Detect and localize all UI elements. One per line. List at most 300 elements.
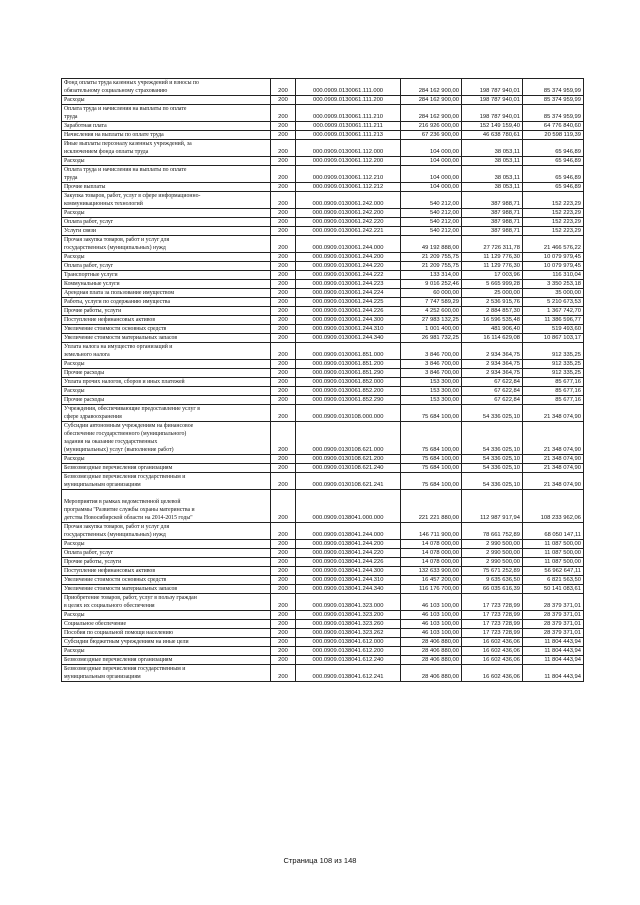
row-name-line: государственных (муниципальных) нужд <box>64 532 166 538</box>
row-name-cell <box>62 343 271 360</box>
row-code-cell: 200 <box>271 227 296 236</box>
table-row <box>62 227 584 236</box>
table-row <box>62 656 584 665</box>
table-row <box>62 611 584 620</box>
row-name-cell <box>62 192 271 209</box>
row-executed-cell: 11 129 776,30 <box>462 253 523 262</box>
row-name-line: Иные выплаты персоналу казенных учреждений, за <box>64 141 192 147</box>
row-kbk-cell: 000.0909.0130108.621.000 <box>296 422 401 455</box>
row-executed-cell: 481 906,40 <box>462 325 523 334</box>
row-name-line: муниципальным организациям <box>64 674 141 680</box>
row-kbk-cell: 000.0909.0130061.244.224 <box>296 289 401 298</box>
row-kbk-cell: 000.0909.0130061.111.211 <box>296 122 401 131</box>
row-code-cell: 200 <box>271 79 296 96</box>
row-remaining-cell: 65 946,89 <box>523 140 584 157</box>
row-name-line: Уплата налога на имущество организаций и <box>64 344 173 350</box>
row-kbk-cell: 000.0909.0130061.242.000 <box>296 192 401 209</box>
row-remaining-cell: 5 210 673,53 <box>523 298 584 307</box>
row-name-cell <box>62 629 271 638</box>
row-approved-cell: 28 406 880,00 <box>401 638 462 647</box>
row-kbk-cell: 000.0909.0130061.244.300 <box>296 316 401 325</box>
row-code-cell: 200 <box>271 166 296 183</box>
row-name-cell <box>62 378 271 387</box>
row-executed-cell: 25 000,00 <box>462 289 523 298</box>
row-name-cell <box>62 656 271 665</box>
row-remaining-cell: 21 348 074,90 <box>523 422 584 455</box>
row-approved-cell: 21 209 755,75 <box>401 253 462 262</box>
row-kbk-cell: 000.0909.0138041.244.340 <box>296 585 401 594</box>
row-executed-cell: 17 003,96 <box>462 271 523 280</box>
table-row <box>62 307 584 316</box>
table-row <box>62 567 584 576</box>
row-approved-cell: 46 103 100,00 <box>401 620 462 629</box>
row-executed-cell: 112 987 917,94 <box>462 490 523 523</box>
row-approved-cell: 216 926 000,00 <box>401 122 462 131</box>
row-remaining-cell: 912 335,25 <box>523 360 584 369</box>
row-code-cell: 200 <box>271 105 296 122</box>
row-name-cell <box>62 422 271 455</box>
row-code-cell: 200 <box>271 140 296 157</box>
row-remaining-cell: 11 804 443,94 <box>523 665 584 682</box>
row-code-cell: 200 <box>271 523 296 540</box>
row-code-cell: 200 <box>271 638 296 647</box>
row-kbk-cell: 000.0909.0138041.244.310 <box>296 576 401 585</box>
row-name-line: Прочие работы, услуги <box>64 308 122 314</box>
row-name-line: Безвозмездные перечисления государственным и <box>64 666 186 672</box>
table-row <box>62 422 584 455</box>
table-row <box>62 343 584 360</box>
row-name-line: Расходы <box>64 456 85 462</box>
row-remaining-cell: 64 776 840,60 <box>523 122 584 131</box>
row-executed-cell: 2 934 364,75 <box>462 369 523 378</box>
row-kbk-cell: 000.0909.0138041.244.300 <box>296 567 401 576</box>
table-row <box>62 325 584 334</box>
row-kbk-cell: 000.0909.0130061.111.210 <box>296 105 401 122</box>
row-remaining-cell: 6 821 563,50 <box>523 576 584 585</box>
row-name-cell <box>62 549 271 558</box>
row-name-cell <box>62 140 271 157</box>
row-remaining-cell: 85 374 959,99 <box>523 105 584 122</box>
row-remaining-cell: 65 946,89 <box>523 183 584 192</box>
row-remaining-cell: 1 367 742,70 <box>523 307 584 316</box>
row-name-line: государственных (муниципальных) нужд <box>64 245 166 251</box>
row-executed-cell: 54 336 025,10 <box>462 455 523 464</box>
row-name-line <box>64 490 268 498</box>
row-remaining-cell: 28 379 371,01 <box>523 611 584 620</box>
row-remaining-cell: 11 087 500,00 <box>523 558 584 567</box>
row-remaining-cell: 85 374 959,99 <box>523 96 584 105</box>
row-kbk-cell: 000.0909.0138041.612.200 <box>296 647 401 656</box>
row-name-line: Прочие расходы <box>64 397 105 403</box>
row-kbk-cell: 000.0909.0130061.112.000 <box>296 140 401 157</box>
row-kbk-cell: 000.0909.0130061.244.310 <box>296 325 401 334</box>
row-code-cell: 200 <box>271 422 296 455</box>
row-kbk-cell: 000.0909.0138041.323.260 <box>296 620 401 629</box>
row-code-cell: 200 <box>271 594 296 611</box>
row-code-cell: 200 <box>271 131 296 140</box>
row-kbk-cell: 000.0909.0130108.621.240 <box>296 464 401 473</box>
row-code-cell: 200 <box>271 316 296 325</box>
row-name-line: задания на оказание государственных <box>64 439 158 445</box>
row-approved-cell: 104 000,00 <box>401 157 462 166</box>
row-approved-cell: 153 300,00 <box>401 378 462 387</box>
row-name-line: Расходы <box>64 158 85 164</box>
row-code-cell: 200 <box>271 369 296 378</box>
row-code-cell: 200 <box>271 629 296 638</box>
row-kbk-cell: 000.0909.0130108.000.000 <box>296 405 401 422</box>
row-name-line: Увеличение стоимости основных средств <box>64 326 167 332</box>
row-code-cell: 200 <box>271 262 296 271</box>
row-remaining-cell: 56 962 647,11 <box>523 567 584 576</box>
row-executed-cell: 54 336 025,10 <box>462 405 523 422</box>
row-kbk-cell: 000.0909.0138041.244.200 <box>296 540 401 549</box>
row-name-cell <box>62 298 271 307</box>
row-name-line: Расходы <box>64 648 85 654</box>
table-row <box>62 289 584 298</box>
row-name-cell <box>62 227 271 236</box>
row-remaining-cell: 11 804 443,94 <box>523 647 584 656</box>
row-approved-cell: 284 162 900,00 <box>401 105 462 122</box>
row-remaining-cell: 11 804 443,94 <box>523 656 584 665</box>
row-name-line: коммуникационных технологий <box>64 201 143 207</box>
row-name-cell <box>62 387 271 396</box>
row-approved-cell: 21 209 755,75 <box>401 262 462 271</box>
table-row <box>62 523 584 540</box>
row-code-cell: 200 <box>271 665 296 682</box>
row-kbk-cell: 000.0909.0130108.621.200 <box>296 455 401 464</box>
table-row <box>62 166 584 183</box>
row-name-line: Субсидии бюджетным учреждениям на иные цели <box>64 639 189 645</box>
row-name-cell <box>62 131 271 140</box>
table-row <box>62 360 584 369</box>
row-code-cell: 200 <box>271 567 296 576</box>
row-code-cell: 200 <box>271 218 296 227</box>
row-remaining-cell: 21 348 074,90 <box>523 473 584 490</box>
row-remaining-cell: 519 493,60 <box>523 325 584 334</box>
row-name-cell <box>62 280 271 289</box>
table-row <box>62 334 584 343</box>
row-executed-cell: 66 035 616,39 <box>462 585 523 594</box>
row-name-line: Социальное обеспечение <box>64 621 127 627</box>
row-remaining-cell: 10 867 103,17 <box>523 334 584 343</box>
row-remaining-cell: 152 223,29 <box>523 218 584 227</box>
row-code-cell: 200 <box>271 473 296 490</box>
table-row <box>62 405 584 422</box>
table-row <box>62 369 584 378</box>
row-executed-cell: 2 884 857,30 <box>462 307 523 316</box>
row-name-cell <box>62 665 271 682</box>
row-executed-cell: 67 622,84 <box>462 378 523 387</box>
table-row <box>62 253 584 262</box>
row-executed-cell: 2 990 500,00 <box>462 540 523 549</box>
row-approved-cell: 9 016 252,46 <box>401 280 462 289</box>
row-code-cell: 200 <box>271 307 296 316</box>
row-approved-cell: 3 846 700,00 <box>401 360 462 369</box>
row-remaining-cell: 116 310,04 <box>523 271 584 280</box>
row-approved-cell: 104 000,00 <box>401 183 462 192</box>
row-name-line: Приобретение товаров, работ, услуг в пользу граждан <box>64 595 197 601</box>
table-row <box>62 378 584 387</box>
row-name-line: сфере здравоохранения <box>64 414 122 420</box>
row-executed-cell: 67 622,84 <box>462 396 523 405</box>
row-remaining-cell: 65 946,89 <box>523 166 584 183</box>
table-row <box>62 647 584 656</box>
row-code-cell: 200 <box>271 325 296 334</box>
table-row <box>62 298 584 307</box>
table-row <box>62 192 584 209</box>
row-kbk-cell: 000.0909.0130061.244.223 <box>296 280 401 289</box>
row-code-cell: 200 <box>271 490 296 523</box>
row-name-line: Начисления на выплаты по оплате труда <box>64 132 164 138</box>
table-row <box>62 387 584 396</box>
row-code-cell: 200 <box>271 183 296 192</box>
row-kbk-cell: 000.0909.0130061.242.220 <box>296 218 401 227</box>
row-approved-cell: 75 684 100,00 <box>401 464 462 473</box>
row-approved-cell: 27 983 132,25 <box>401 316 462 325</box>
row-remaining-cell: 28 379 371,01 <box>523 629 584 638</box>
row-executed-cell: 387 988,71 <box>462 209 523 218</box>
row-name-cell <box>62 473 271 490</box>
row-name-cell <box>62 253 271 262</box>
row-approved-cell: 104 000,00 <box>401 166 462 183</box>
row-executed-cell: 2 990 500,00 <box>462 558 523 567</box>
row-executed-cell: 16 602 436,06 <box>462 656 523 665</box>
row-kbk-cell: 000.0909.0130061.112.210 <box>296 166 401 183</box>
row-name-line: Пособия по социальной помощи населению <box>64 630 174 636</box>
row-name-line: Оплата работ, услуг <box>64 263 114 269</box>
row-executed-cell: 5 665 999,28 <box>462 280 523 289</box>
row-name-cell <box>62 325 271 334</box>
row-name-cell <box>62 611 271 620</box>
row-kbk-cell: 000.0909.0130061.244.200 <box>296 253 401 262</box>
table-row <box>62 271 584 280</box>
row-kbk-cell: 000.0909.0138041.244.226 <box>296 558 401 567</box>
row-approved-cell: 49 192 888,00 <box>401 236 462 253</box>
row-executed-cell: 198 787 940,01 <box>462 79 523 96</box>
row-code-cell: 200 <box>271 611 296 620</box>
row-remaining-cell: 21 348 074,90 <box>523 464 584 473</box>
budget-report-sheet <box>61 78 583 682</box>
row-executed-cell: 152 149 159,40 <box>462 122 523 131</box>
row-code-cell: 200 <box>271 378 296 387</box>
row-executed-cell: 54 336 025,10 <box>462 473 523 490</box>
row-code-cell: 200 <box>271 405 296 422</box>
table-row <box>62 79 584 96</box>
table-row <box>62 594 584 611</box>
row-code-cell: 200 <box>271 464 296 473</box>
row-name-line: Оплата работ, услуг <box>64 550 114 556</box>
row-approved-cell: 75 684 100,00 <box>401 473 462 490</box>
row-name-cell <box>62 307 271 316</box>
row-name-cell <box>62 523 271 540</box>
row-executed-cell: 46 638 780,61 <box>462 131 523 140</box>
row-code-cell: 200 <box>271 289 296 298</box>
row-name-cell <box>62 96 271 105</box>
row-approved-cell: 4 252 600,00 <box>401 307 462 316</box>
row-name-line: Заработная плата <box>64 123 107 129</box>
row-kbk-cell: 000.0909.0130061.112.200 <box>296 157 401 166</box>
row-code-cell: 200 <box>271 656 296 665</box>
table-row <box>62 629 584 638</box>
row-name-cell <box>62 620 271 629</box>
row-name-line: Услуги связи <box>64 228 96 234</box>
row-remaining-cell: 11 087 500,00 <box>523 540 584 549</box>
row-kbk-cell: 000.0909.0138041.612.241 <box>296 665 401 682</box>
row-name-line: Расходы <box>64 254 85 260</box>
row-code-cell: 200 <box>271 236 296 253</box>
row-name-line: исключением фонда оплаты труда <box>64 149 149 155</box>
row-name-line: обязательному социальному страхованию <box>64 88 168 94</box>
table-row <box>62 464 584 473</box>
row-remaining-cell: 152 223,29 <box>523 227 584 236</box>
row-name-cell <box>62 455 271 464</box>
row-name-cell <box>62 183 271 192</box>
row-approved-cell: 46 103 100,00 <box>401 594 462 611</box>
row-code-cell: 200 <box>271 387 296 396</box>
row-approved-cell: 28 406 880,00 <box>401 647 462 656</box>
row-code-cell: 200 <box>271 540 296 549</box>
row-approved-cell: 133 314,00 <box>401 271 462 280</box>
row-kbk-cell: 000.0909.0138041.612.000 <box>296 638 401 647</box>
row-kbk-cell: 000.0909.0138041.323.000 <box>296 594 401 611</box>
row-executed-cell: 11 129 776,30 <box>462 262 523 271</box>
row-name-cell <box>62 157 271 166</box>
row-name-line: Прочие работы, услуги <box>64 559 122 565</box>
row-executed-cell: 38 053,11 <box>462 140 523 157</box>
row-executed-cell: 387 988,71 <box>462 192 523 209</box>
row-kbk-cell: 000.0909.0130061.112.212 <box>296 183 401 192</box>
row-name-line: Учреждения, обеспечивающие предоставление услуг в <box>64 406 200 412</box>
row-code-cell: 200 <box>271 396 296 405</box>
row-executed-cell: 17 723 728,99 <box>462 611 523 620</box>
budget-execution-table <box>61 78 584 682</box>
row-approved-cell: 284 162 900,00 <box>401 96 462 105</box>
row-kbk-cell: 000.0909.0130061.111.200 <box>296 96 401 105</box>
row-executed-cell: 16 114 629,08 <box>462 334 523 343</box>
table-row <box>62 122 584 131</box>
row-remaining-cell: 21 348 074,90 <box>523 405 584 422</box>
table-row <box>62 540 584 549</box>
row-remaining-cell: 20 598 119,39 <box>523 131 584 140</box>
row-name-cell <box>62 647 271 656</box>
row-code-cell: 200 <box>271 558 296 567</box>
row-remaining-cell: 912 335,25 <box>523 369 584 378</box>
row-name-line: Прочая закупка товаров, работ и услуг для <box>64 524 170 530</box>
table-row <box>62 218 584 227</box>
row-name-line: Безвозмездные перечисления организациям <box>64 465 173 471</box>
row-name-line: Безвозмездные перечисления организациям <box>64 657 173 663</box>
row-name-line: Прочие расходы <box>64 370 105 376</box>
page-number-footer: Страница 108 из 148 <box>283 856 357 865</box>
row-name-cell <box>62 490 271 523</box>
table-row <box>62 316 584 325</box>
row-name-cell <box>62 166 271 183</box>
row-kbk-cell: 000.0909.0130061.111.000 <box>296 79 401 96</box>
row-name-line: Расходы <box>64 541 85 547</box>
row-name-line: муниципальным организациям <box>64 482 141 488</box>
row-name-line: Оплата труда и начисления на выплаты по оплате <box>64 167 187 173</box>
row-code-cell: 200 <box>271 647 296 656</box>
row-code-cell: 200 <box>271 192 296 209</box>
row-executed-cell: 198 787 940,01 <box>462 96 523 105</box>
row-name-line: Прочие выплаты <box>64 184 106 190</box>
row-remaining-cell: 85 677,16 <box>523 396 584 405</box>
row-approved-cell: 16 457 200,00 <box>401 576 462 585</box>
row-name-cell <box>62 236 271 253</box>
row-executed-cell: 78 661 752,89 <box>462 523 523 540</box>
row-name-line: детства Новосибирской области на 2014-2015 годы" <box>64 515 193 521</box>
row-approved-cell: 46 103 100,00 <box>401 629 462 638</box>
row-name-cell <box>62 540 271 549</box>
row-executed-cell: 38 053,11 <box>462 157 523 166</box>
row-code-cell: 200 <box>271 280 296 289</box>
row-approved-cell: 46 103 100,00 <box>401 611 462 620</box>
row-code-cell: 200 <box>271 122 296 131</box>
row-name-line: в целях их социального обеспечения <box>64 603 155 609</box>
row-approved-cell: 540 212,00 <box>401 192 462 209</box>
row-kbk-cell: 000.0909.0138041.612.240 <box>296 656 401 665</box>
row-kbk-cell: 000.0909.0130061.852.200 <box>296 387 401 396</box>
row-name-cell <box>62 122 271 131</box>
row-name-line: труда <box>64 114 78 120</box>
row-approved-cell: 540 212,00 <box>401 218 462 227</box>
row-name-line: Оплата работ, услуг <box>64 219 114 225</box>
row-name-cell <box>62 585 271 594</box>
row-executed-cell: 67 622,84 <box>462 387 523 396</box>
row-remaining-cell: 21 348 074,90 <box>523 455 584 464</box>
table-row <box>62 585 584 594</box>
row-approved-cell: 14 078 000,00 <box>401 549 462 558</box>
row-kbk-cell: 000.0909.0138041.244.000 <box>296 523 401 540</box>
row-code-cell: 200 <box>271 455 296 464</box>
row-name-line: Транспортные услуги <box>64 272 118 278</box>
row-executed-cell: 2 990 500,00 <box>462 549 523 558</box>
row-name-line: Безвозмездные перечисления государственным и <box>64 474 186 480</box>
row-approved-cell: 146 711 900,00 <box>401 523 462 540</box>
row-kbk-cell: 000.0909.0138041.000.000 <box>296 490 401 523</box>
row-kbk-cell: 000.0909.0130061.852.000 <box>296 378 401 387</box>
row-remaining-cell: 65 946,89 <box>523 157 584 166</box>
row-executed-cell: 2 536 915,76 <box>462 298 523 307</box>
table-row <box>62 455 584 464</box>
row-code-cell: 200 <box>271 334 296 343</box>
row-name-line: обеспечение государственного (муниципального) <box>64 431 187 437</box>
row-name-line: труда <box>64 175 78 181</box>
row-kbk-cell: 000.0909.0130061.851.290 <box>296 369 401 378</box>
row-remaining-cell: 85 677,16 <box>523 378 584 387</box>
table-row <box>62 490 584 523</box>
row-name-cell <box>62 464 271 473</box>
row-kbk-cell: 000.0909.0130061.244.000 <box>296 236 401 253</box>
row-name-cell <box>62 271 271 280</box>
row-name-line: земельного налога <box>64 352 110 358</box>
row-name-line: Расходы <box>64 97 85 103</box>
row-executed-cell: 16 602 436,06 <box>462 638 523 647</box>
row-code-cell: 200 <box>271 253 296 262</box>
row-executed-cell: 16 602 436,06 <box>462 665 523 682</box>
table-body <box>62 79 584 682</box>
row-approved-cell: 221 221 880,00 <box>401 490 462 523</box>
row-approved-cell: 1 001 400,00 <box>401 325 462 334</box>
row-name-line: Поступление нефинансовых активов <box>64 317 156 323</box>
row-approved-cell: 75 684 100,00 <box>401 405 462 422</box>
row-code-cell: 200 <box>271 298 296 307</box>
table-row <box>62 236 584 253</box>
row-code-cell: 200 <box>271 360 296 369</box>
row-name-line: Работы, услуги по содержанию имущества <box>64 299 171 305</box>
table-row <box>62 665 584 682</box>
table-row <box>62 549 584 558</box>
